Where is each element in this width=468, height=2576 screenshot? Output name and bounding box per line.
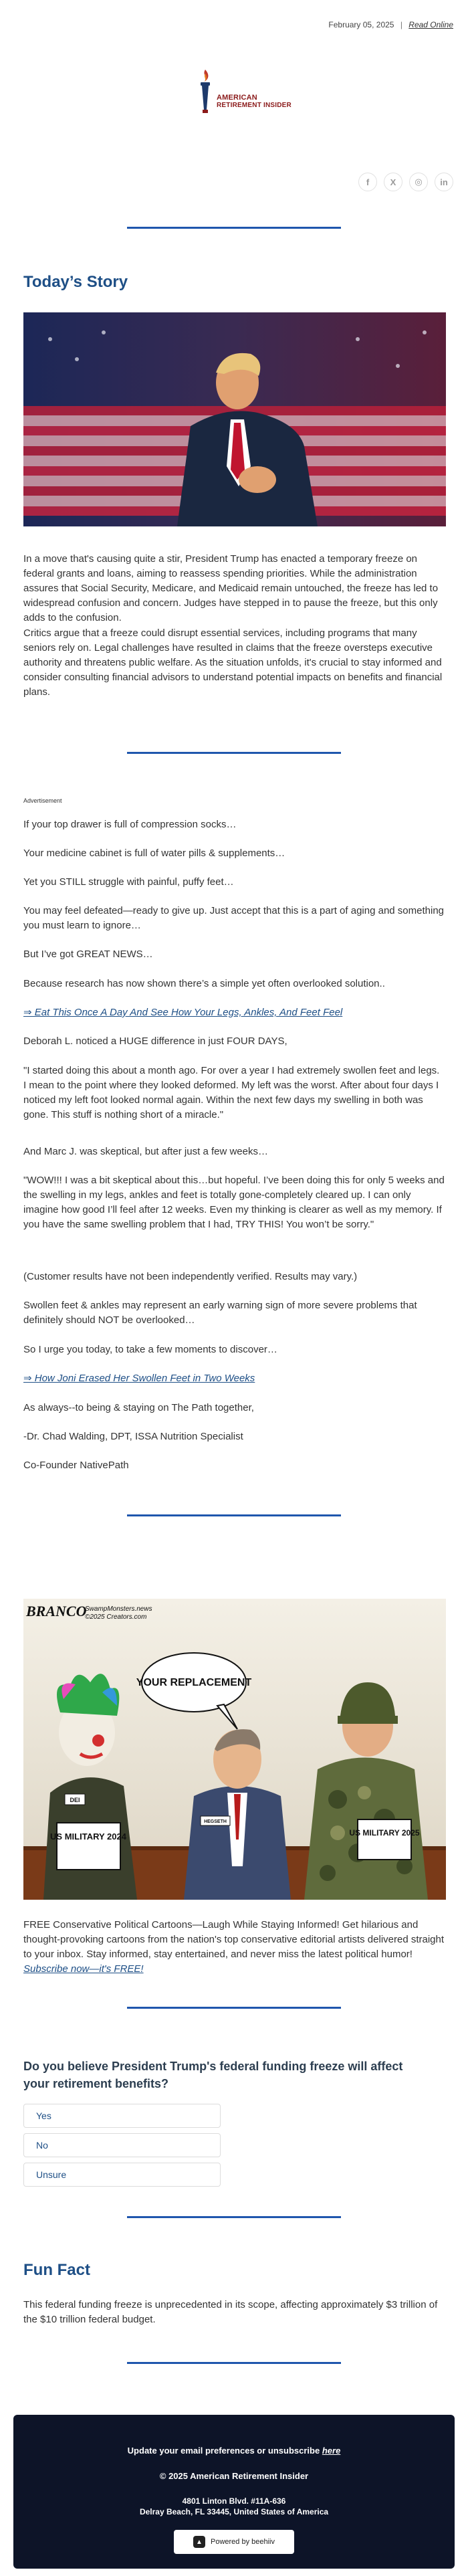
- cartoon-caption-paragraph: [23, 1918, 445, 1977]
- ad-link-paragraph: [23, 1005, 445, 1020]
- poll-option-no[interactable]: No: [23, 2133, 221, 2157]
- email-preferences-text: Update your email preferences or unsubscribe: [127, 2446, 320, 2456]
- sign-us-military-2025: US MILITARY 2025: [349, 1828, 420, 1838]
- torch-icon: [197, 68, 214, 115]
- fun-fact-heading: Fun Fact: [23, 2261, 90, 2279]
- top-bar: [328, 20, 453, 29]
- address-line-2: Delray Beach, FL 33445, United States of America: [139, 2507, 329, 2516]
- ad-paragraph: Your medicine cabinet is full of water pills & supplements…: [23, 848, 285, 859]
- facebook-icon[interactable]: f: [358, 173, 377, 191]
- brand-logo[interactable]: [189, 68, 289, 122]
- fun-fact-text: This federal funding freeze is unprecedented in its scope, affecting approximately $3 trillion of the $10 trillion federal budget.: [23, 2299, 438, 2325]
- sign-us-military-2024: US MILITARY 2024: [50, 1831, 126, 1842]
- ad-testimonial-1: "I started doing this about a month ago. For over a year I had extremely swollen feet and legs. I mean to the point where they looked deformed. My left was the worst. After about four days I noticed my left foot looked normal again. Within the next few days my swelling in both was gone. This stuff is nothing short of a miracle.": [23, 1065, 440, 1120]
- ad-paragraph: If your top drawer is full of compression socks…: [23, 819, 237, 830]
- logo-text-american: AMERICAN: [217, 94, 257, 102]
- ad-paragraph: Deborah L. noticed a HUGE difference in just FOUR DAYS,: [23, 1035, 287, 1047]
- story-paragraph-2: Critics argue that a freeze could disrupt essential services, including programs that many seniors rely on. Legal challenges have resulted in claims that the freeze oversteps executive authority and threatens public welfare. As the situation unfolds, it's crucial to stay informed and consider consulting financial advisors to understand potential impacts on benefits and financial plans.: [23, 627, 443, 698]
- powered-by-text: Powered by beehiiv: [210, 2538, 275, 2546]
- ad-paragraph: And Marc J. was skeptical, but after just a few weeks…: [23, 1146, 268, 1157]
- poll-option-yes[interactable]: Yes: [23, 2104, 221, 2128]
- copyright: © 2025 American Retirement Insider: [159, 2471, 309, 2481]
- ad-paragraph: Swollen feet & ankles may represent an early warning sign of more severe problems that definitely should NOT be overlooked…: [23, 1300, 417, 1326]
- ad-signature: -Dr. Chad Walding, DPT, ISSA Nutrition Specialist: [23, 1431, 243, 1442]
- speech-bubble-text: YOUR REPLACEMENT: [136, 1677, 252, 1688]
- issue-date: February 05, 2025: [328, 20, 394, 29]
- beehiiv-icon: ▲: [193, 2536, 205, 2548]
- ad-paragraph: So I urge you today, to take a few moments to discover…: [23, 1344, 277, 1355]
- poll-question: Do you believe President Trump's federal funding freeze will affect your retirement benefits?: [23, 2060, 403, 2090]
- address-line-1: 4801 Linton Blvd. #11A-636: [182, 2496, 286, 2506]
- logo-text-retirement: RETIREMENT INSIDER: [217, 102, 291, 109]
- powered-by-beehiiv-badge[interactable]: [174, 2530, 294, 2554]
- cartoon-site: SwampMonsters.news: [85, 1605, 152, 1613]
- cartoon-copyright: ©2025 Creators.com: [85, 1613, 147, 1621]
- email-preferences: [13, 2446, 455, 2456]
- separator: |: [400, 20, 402, 29]
- story-hero-image: [23, 312, 446, 526]
- cartoon-illustration: [23, 1599, 446, 1900]
- divider: [127, 752, 341, 754]
- political-cartoon[interactable]: [23, 1599, 446, 1900]
- cartoon-signature: BRANCO: [26, 1603, 87, 1619]
- story-heading: Today’s Story: [23, 273, 128, 291]
- ad-link-joni[interactable]: ⇒ How Joni Erased Her Swollen Feet in Two Weeks: [23, 1373, 255, 1384]
- ad-paragraph: Yet you STILL struggle with painful, puffy feet…: [23, 876, 234, 888]
- ad-testimonial-2: "WOW!!! I was a bit skeptical about this…but hopeful. I’ve been doing this for only 5 weeks and the swelling in my legs, ankles and feet is totally gone-completely cleared up. I can only imagine how good I’ll feel after 12 weeks. Even my thinking is clearer as well as my memory. If you have the same swelling problem that I had, TRY THIS! You won’t be sorry.": [23, 1175, 445, 1230]
- story-paragraph-1: In a move that's causing quite a stir, President Trump has enacted a temporary freeze on federal grants and loans, aiming to reassess spending priorities. While the administration assures that Social Security, Medicare, and Medicaid remain untouched, the freeze has led to widespread confusion and concern. Judges have stepped in to pause the freeze, but this only adds to the confusion.: [23, 553, 439, 623]
- divider: [127, 2007, 341, 2009]
- hero-illustration: [23, 312, 446, 526]
- threads-icon[interactable]: ◎: [409, 173, 428, 191]
- cartoon-caption: FREE Conservative Political Cartoons—Laugh While Staying Informed! Get hilarious and thought-provoking cartoons from the nation's top conservative editorial artists delivered straight to your inbox. Stay informed, stay entertained, and never miss the latest political humor!: [23, 1919, 445, 1960]
- social-links: [358, 173, 453, 191]
- ad-paragraph: You may feel defeated—ready to give up. Just accept that this is a part of aging and something you must learn to ignore…: [23, 905, 445, 931]
- dei-tag: DEI: [70, 1797, 80, 1803]
- poll-option-unsure[interactable]: Unsure: [23, 2163, 221, 2187]
- subscribe-link[interactable]: Subscribe now—it's FREE!: [23, 1963, 144, 1975]
- unsubscribe-link[interactable]: here: [322, 2446, 341, 2456]
- advertisement-label: Advertisement: [23, 797, 62, 804]
- ad-link-eat-this[interactable]: ⇒ Eat This Once A Day And See How Your Legs, Ankles, And Feet Feel: [23, 1007, 343, 1018]
- read-online-link[interactable]: Read Online: [408, 20, 453, 29]
- x-twitter-icon[interactable]: X: [384, 173, 402, 191]
- divider: [127, 1514, 341, 1516]
- divider: [127, 2216, 341, 2218]
- ad-signature-title: Co-Founder NativePath: [23, 1460, 129, 1471]
- linkedin-icon[interactable]: in: [435, 173, 453, 191]
- divider: [127, 2362, 341, 2364]
- ad-link-paragraph: [23, 1371, 445, 1386]
- ad-paragraph: As always--to being & staying on The Path together,: [23, 1402, 254, 1413]
- ad-paragraph: But I’ve got GREAT NEWS…: [23, 949, 153, 960]
- ad-paragraph: Because research has now shown there’s a simple yet often overlooked solution..: [23, 978, 385, 989]
- divider: [127, 227, 341, 229]
- name-tag: HEGSETH: [204, 1819, 227, 1824]
- footer: [13, 2415, 455, 2569]
- ad-disclaimer: (Customer results have not been independently verified. Results may vary.): [23, 1271, 358, 1282]
